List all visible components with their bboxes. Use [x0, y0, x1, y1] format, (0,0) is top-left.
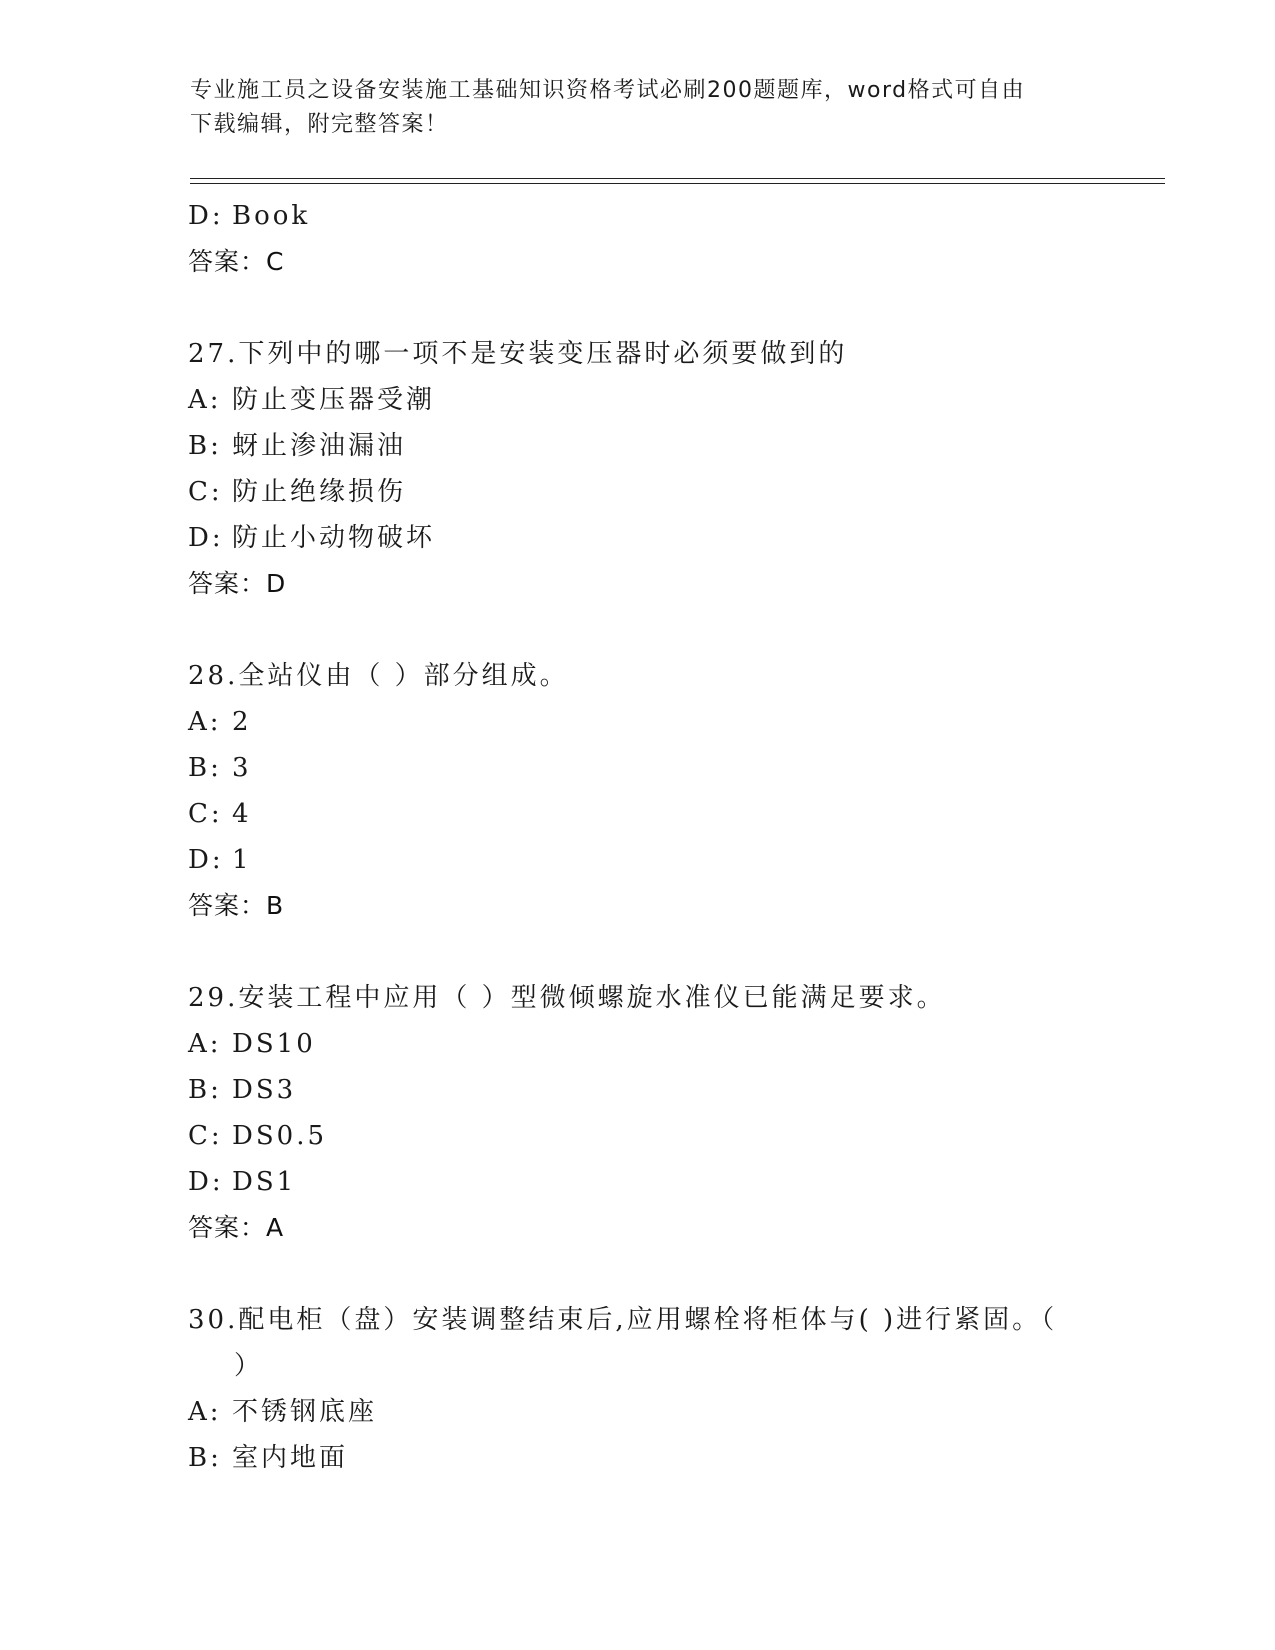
question-stem [188, 331, 1168, 377]
option-row [188, 1435, 1168, 1481]
option-label: B: [188, 753, 222, 783]
option-row [188, 193, 1168, 239]
question-stem [188, 1297, 1168, 1343]
option-row [188, 791, 1168, 837]
spacer [188, 607, 1168, 653]
option-row [188, 1021, 1168, 1067]
option-row [188, 1113, 1168, 1159]
option-text: 防止变压器受潮 [232, 385, 436, 415]
spacer [188, 1251, 1168, 1297]
answer-line: 答案：A [188, 1213, 285, 1242]
option-label: B: [188, 1075, 222, 1105]
question-number: 30. [188, 1305, 239, 1335]
option-label: B: [188, 1443, 222, 1473]
question-list [188, 193, 1168, 1481]
question-stem [188, 653, 1168, 699]
header-divider-bottom [190, 183, 1165, 184]
option-text: DS3 [232, 1075, 297, 1105]
option-text: 不锈钢底座 [232, 1397, 378, 1427]
document-header [190, 74, 1090, 142]
option-label: D: [188, 1167, 224, 1197]
option-label: C: [188, 477, 223, 507]
option-label: C: [188, 799, 223, 829]
spacer [188, 929, 1168, 975]
question-stem-continuation: ） [234, 1351, 264, 1381]
option-row [188, 745, 1168, 791]
question-text: 下列中的哪一项不是安装变压器时必须要做到的 [238, 339, 848, 369]
question-text: 安装工程中应用（ ）型微倾螺旋水准仪已能满足要求。 [238, 983, 946, 1013]
option-text: 室内地面 [232, 1443, 349, 1473]
option-label: C: [188, 1121, 223, 1151]
header-divider-top [190, 178, 1165, 179]
option-row [188, 377, 1168, 423]
question-text: 配电柜（盘）安装调整结束后,应用螺栓将柜体与( )进行紧固。（ [238, 1305, 1058, 1335]
answer-line: 答案：D [188, 569, 287, 598]
answer-line: 答案：B [188, 891, 285, 920]
question-number: 28. [188, 661, 239, 691]
option-row [188, 699, 1168, 745]
spacer [188, 285, 1168, 331]
option-row [188, 1067, 1168, 1113]
answer-line: 答案：C [188, 247, 285, 276]
option-row [188, 1159, 1168, 1205]
header-line-1: 专业施工员之设备安装施工基础知识资格考试必刷200题题库，word格式可自由 [190, 78, 1026, 103]
option-label: B: [188, 431, 222, 461]
question-number: 29. [188, 983, 239, 1013]
option-row [188, 423, 1168, 469]
option-row [188, 515, 1168, 561]
option-label: A: [188, 385, 222, 415]
option-text: Book [232, 201, 311, 231]
option-text: 2 [232, 707, 252, 737]
option-row [188, 837, 1168, 883]
option-label: D: [188, 523, 224, 553]
option-label: D: [188, 201, 224, 231]
option-text: 3 [232, 753, 252, 783]
option-text: 1 [232, 845, 252, 875]
option-row [188, 469, 1168, 515]
question-number: 27. [188, 339, 239, 369]
question-text: 全站仪由（ ）部分组成。 [238, 661, 569, 691]
option-text: DS1 [232, 1167, 297, 1197]
option-text: 蚜止渗油漏油 [232, 431, 407, 461]
option-row [188, 1389, 1168, 1435]
option-label: A: [188, 707, 222, 737]
option-text: DS10 [232, 1029, 316, 1059]
option-text: DS0.5 [232, 1121, 328, 1151]
question-stem [188, 975, 1168, 1021]
header-line-2: 下载编辑，附完整答案！ [190, 112, 449, 137]
option-label: A: [188, 1029, 222, 1059]
option-label: A: [188, 1397, 222, 1427]
option-text: 防止小动物破坏 [232, 523, 436, 553]
option-text: 防止绝缘损伤 [232, 477, 407, 507]
option-label: D: [188, 845, 224, 875]
option-text: 4 [232, 799, 252, 829]
